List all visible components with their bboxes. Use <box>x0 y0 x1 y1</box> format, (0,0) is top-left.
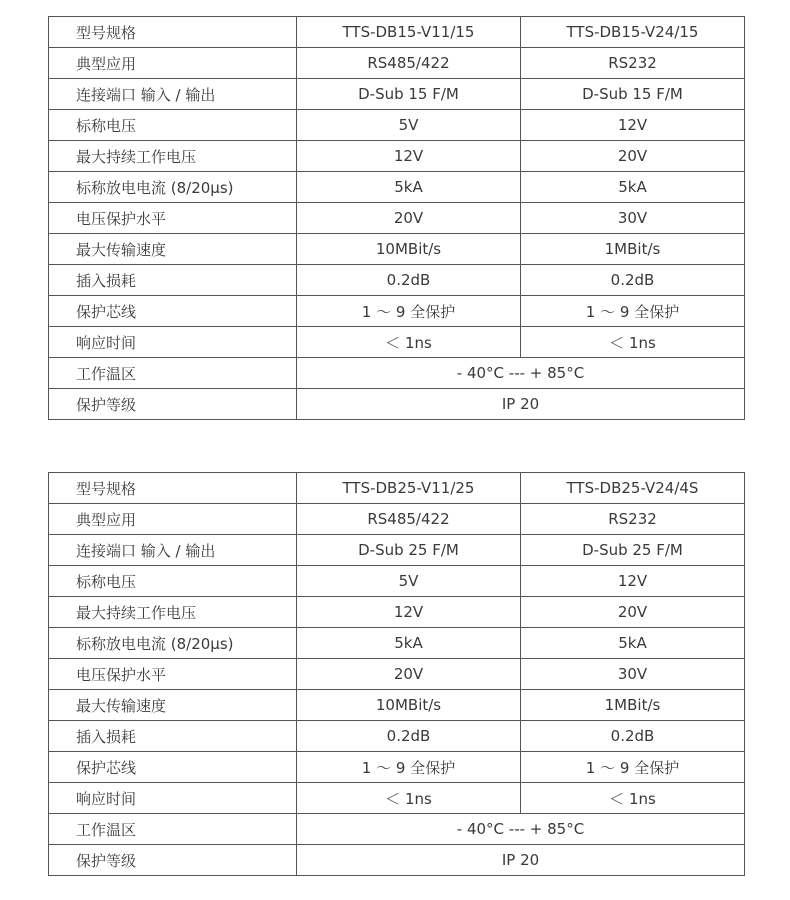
table-row <box>49 473 745 504</box>
row-value: 5kA <box>521 628 745 659</box>
row-label: 连接端口 输入 / 输出 <box>49 535 297 566</box>
row-label: 最大持续工作电压 <box>49 141 297 172</box>
row-value: 1MBit/s <box>521 690 745 721</box>
row-label: 保护芯线 <box>49 296 297 327</box>
row-value: 12V <box>297 597 521 628</box>
row-label: 标称放电电流 (8/20μs) <box>49 628 297 659</box>
table-row <box>49 48 745 79</box>
table-row <box>49 628 745 659</box>
row-label: 标称放电电流 (8/20μs) <box>49 172 297 203</box>
row-value: ＜ 1ns <box>521 783 745 814</box>
row-label: 保护等级 <box>49 845 297 876</box>
row-value: D-Sub 15 F/M <box>521 79 745 110</box>
row-value: IP 20 <box>297 845 745 876</box>
row-label: 最大持续工作电压 <box>49 597 297 628</box>
row-value: 12V <box>297 141 521 172</box>
table-row <box>49 110 745 141</box>
row-value: 5kA <box>521 172 745 203</box>
table-row <box>49 79 745 110</box>
row-value: IP 20 <box>297 389 745 420</box>
row-value: TTS-DB25-V24/4S <box>521 473 745 504</box>
row-label: 典型应用 <box>49 504 297 535</box>
table-row <box>49 659 745 690</box>
row-value: 20V <box>297 659 521 690</box>
row-value: 10MBit/s <box>297 690 521 721</box>
table-row <box>49 265 745 296</box>
row-value: 1 ～ 9 全保护 <box>521 296 745 327</box>
row-value: 20V <box>297 203 521 234</box>
row-value: TTS-DB15-V24/15 <box>521 17 745 48</box>
row-label: 插入损耗 <box>49 265 297 296</box>
row-value: ＜ 1ns <box>297 327 521 358</box>
row-value: ＜ 1ns <box>297 783 521 814</box>
row-value: 5kA <box>297 172 521 203</box>
row-value: 12V <box>521 566 745 597</box>
row-value: - 40°C --- + 85°C <box>297 358 745 389</box>
table-row <box>49 172 745 203</box>
row-value: 30V <box>521 659 745 690</box>
row-label: 标称电压 <box>49 566 297 597</box>
row-label: 型号规格 <box>49 17 297 48</box>
row-label: 电压保护水平 <box>49 659 297 690</box>
row-label: 连接端口 输入 / 输出 <box>49 79 297 110</box>
table-row <box>49 504 745 535</box>
row-value: TTS-DB15-V11/15 <box>297 17 521 48</box>
row-value: 5kA <box>297 628 521 659</box>
table-row <box>49 389 745 420</box>
row-value: 1 ～ 9 全保护 <box>297 296 521 327</box>
row-value: RS485/422 <box>297 48 521 79</box>
row-value: D-Sub 15 F/M <box>297 79 521 110</box>
table-row <box>49 690 745 721</box>
row-label: 响应时间 <box>49 783 297 814</box>
row-value: 1MBit/s <box>521 234 745 265</box>
table-row <box>49 327 745 358</box>
row-value: 0.2dB <box>521 265 745 296</box>
table-row <box>49 752 745 783</box>
row-value: 20V <box>521 141 745 172</box>
row-value: 0.2dB <box>521 721 745 752</box>
row-label: 典型应用 <box>49 48 297 79</box>
row-value: 30V <box>521 203 745 234</box>
row-label: 标称电压 <box>49 110 297 141</box>
table-row <box>49 721 745 752</box>
row-value: 20V <box>521 597 745 628</box>
row-value: 0.2dB <box>297 265 521 296</box>
row-value: RS232 <box>521 48 745 79</box>
row-value: RS232 <box>521 504 745 535</box>
row-label: 工作温区 <box>49 814 297 845</box>
row-value: - 40°C --- + 85°C <box>297 814 745 845</box>
spec-table-2 <box>48 472 745 876</box>
table-row <box>49 358 745 389</box>
row-value: ＜ 1ns <box>521 327 745 358</box>
table-row <box>49 566 745 597</box>
row-label: 型号规格 <box>49 473 297 504</box>
row-value: 1 ～ 9 全保护 <box>521 752 745 783</box>
row-label: 保护芯线 <box>49 752 297 783</box>
row-label: 最大传输速度 <box>49 234 297 265</box>
row-value: 10MBit/s <box>297 234 521 265</box>
table-row <box>49 296 745 327</box>
table-row <box>49 597 745 628</box>
row-value: 0.2dB <box>297 721 521 752</box>
row-label: 工作温区 <box>49 358 297 389</box>
table-row <box>49 141 745 172</box>
table-row <box>49 783 745 814</box>
table-row <box>49 17 745 48</box>
row-label: 保护等级 <box>49 389 297 420</box>
row-value: D-Sub 25 F/M <box>521 535 745 566</box>
spec-table-1 <box>48 16 745 420</box>
row-value: D-Sub 25 F/M <box>297 535 521 566</box>
row-value: 5V <box>297 566 521 597</box>
row-value: RS485/422 <box>297 504 521 535</box>
row-value: 5V <box>297 110 521 141</box>
table-row <box>49 845 745 876</box>
row-label: 响应时间 <box>49 327 297 358</box>
row-value: 12V <box>521 110 745 141</box>
table-row <box>49 203 745 234</box>
row-label: 最大传输速度 <box>49 690 297 721</box>
table-row <box>49 814 745 845</box>
row-label: 电压保护水平 <box>49 203 297 234</box>
table-row <box>49 234 745 265</box>
row-value: TTS-DB25-V11/25 <box>297 473 521 504</box>
row-label: 插入损耗 <box>49 721 297 752</box>
table-row <box>49 535 745 566</box>
row-value: 1 ～ 9 全保护 <box>297 752 521 783</box>
